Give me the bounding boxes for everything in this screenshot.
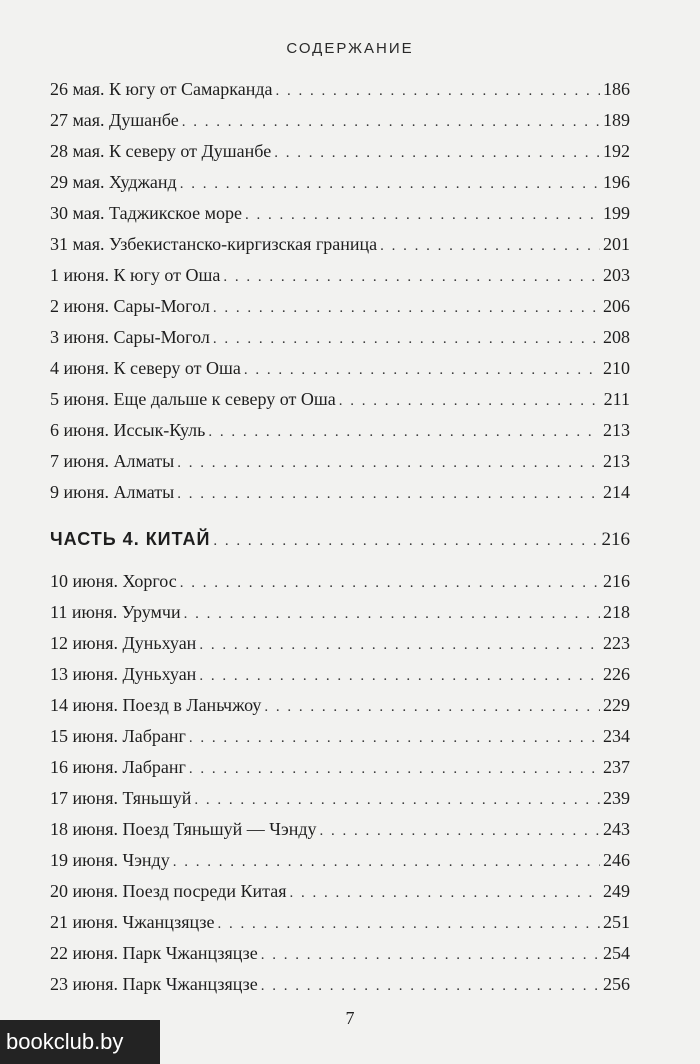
leader-dots bbox=[184, 599, 600, 630]
toc-entry[interactable] bbox=[50, 690, 630, 721]
toc-entry-title: 28 мая. К северу от Душанбе bbox=[50, 141, 272, 161]
toc-entry-title: 27 мая. Душанбе bbox=[50, 110, 179, 130]
toc-entry-title: 11 июня. Урумчи bbox=[50, 602, 181, 622]
leader-dots bbox=[189, 754, 600, 785]
toc-entry-title: 22 июня. Парк Чжанцзяцзе bbox=[50, 943, 258, 963]
leader-dots bbox=[194, 785, 600, 816]
toc-entry[interactable] bbox=[50, 260, 630, 291]
toc-entry[interactable] bbox=[50, 105, 630, 136]
toc-entry-page: 213 bbox=[603, 451, 630, 471]
toc-entry[interactable] bbox=[50, 628, 630, 659]
toc-entry-page: 229 bbox=[603, 695, 630, 715]
leader-dots bbox=[320, 816, 600, 847]
leader-dots bbox=[245, 200, 600, 231]
toc-entry-page: 218 bbox=[603, 602, 630, 622]
leader-dots bbox=[208, 417, 600, 448]
leader-dots bbox=[276, 76, 601, 107]
leader-dots bbox=[380, 231, 600, 262]
toc-entry-title: 10 июня. Хоргос bbox=[50, 571, 177, 591]
toc-entry[interactable] bbox=[50, 167, 630, 198]
toc-entry[interactable] bbox=[50, 384, 630, 415]
toc-entry[interactable] bbox=[50, 74, 630, 105]
toc-entry-page: 206 bbox=[603, 296, 630, 316]
toc-entry-page: 203 bbox=[603, 265, 630, 285]
toc-entry-title: 17 июня. Тяньшуй bbox=[50, 788, 192, 808]
leader-dots bbox=[213, 293, 600, 324]
page-number: 7 bbox=[345, 1008, 355, 1028]
leader-dots bbox=[199, 630, 600, 661]
toc-entry-title: 1 июня. К югу от Оша bbox=[50, 265, 221, 285]
toc-part-page: 216 bbox=[601, 529, 630, 550]
toc-entry[interactable] bbox=[50, 415, 630, 446]
toc-entry-page: 189 bbox=[603, 110, 630, 130]
toc-entry-page: 234 bbox=[603, 726, 630, 746]
leader-dots bbox=[223, 262, 600, 293]
toc-entry-title: 5 июня. Еще дальше к северу от Оша bbox=[50, 389, 336, 409]
toc-entry-page: 239 bbox=[603, 788, 630, 808]
toc-entry-page: 214 bbox=[603, 482, 630, 502]
toc-entry-title: 9 июня. Алматы bbox=[50, 482, 175, 502]
toc-part-heading[interactable] bbox=[50, 522, 630, 556]
toc-entry-page: 246 bbox=[603, 850, 630, 870]
toc-entry[interactable] bbox=[50, 597, 630, 628]
toc-entry-page: 237 bbox=[603, 757, 630, 777]
leader-dots bbox=[274, 138, 600, 169]
leader-dots bbox=[244, 355, 600, 386]
toc-entry-page: 254 bbox=[603, 943, 630, 963]
leader-dots bbox=[213, 324, 600, 355]
toc-entry-page: 216 bbox=[603, 571, 630, 591]
toc-entry-page: 249 bbox=[603, 881, 630, 901]
toc-entry-title: 3 июня. Сары-Могол bbox=[50, 327, 210, 347]
toc-entry-page: 210 bbox=[603, 358, 630, 378]
toc-entry[interactable] bbox=[50, 721, 630, 752]
toc-entry-page: 213 bbox=[603, 420, 630, 440]
toc-entry[interactable] bbox=[50, 783, 630, 814]
toc-entry-title: 14 июня. Поезд в Ланьчжоу bbox=[50, 695, 262, 715]
leader-dots bbox=[177, 448, 600, 479]
leader-dots bbox=[173, 847, 600, 878]
toc-entry[interactable] bbox=[50, 814, 630, 845]
site-watermark: bookclub.by bbox=[0, 1020, 160, 1064]
leader-dots bbox=[261, 940, 600, 971]
toc-entry-page: 211 bbox=[603, 389, 630, 409]
toc-entry-title: 26 мая. К югу от Самарканда bbox=[50, 79, 273, 99]
toc-entry[interactable] bbox=[50, 845, 630, 876]
toc-entry[interactable] bbox=[50, 198, 630, 229]
leader-dots bbox=[189, 723, 600, 754]
leader-dots bbox=[261, 971, 600, 1002]
toc-entry[interactable] bbox=[50, 446, 630, 477]
toc-entry-title: 19 июня. Чэнду bbox=[50, 850, 170, 870]
leader-dots bbox=[177, 479, 600, 510]
toc-entry-title: 12 июня. Дуньхуан bbox=[50, 633, 197, 653]
toc-group-part4 bbox=[50, 566, 630, 1000]
toc-entry-title: 23 июня. Парк Чжанцзяцзе bbox=[50, 974, 258, 994]
leader-dots bbox=[182, 107, 600, 138]
toc-entry-title: 4 июня. К северу от Оша bbox=[50, 358, 241, 378]
toc-entry-page: 243 bbox=[603, 819, 630, 839]
toc-entry-page: 186 bbox=[603, 79, 630, 99]
leader-dots bbox=[213, 524, 598, 558]
toc-entry-page: 256 bbox=[603, 974, 630, 994]
toc-entry[interactable] bbox=[50, 938, 630, 969]
toc-entry[interactable] bbox=[50, 752, 630, 783]
leader-dots bbox=[339, 386, 601, 417]
toc-entry-title: 20 июня. Поезд посреди Китая bbox=[50, 881, 287, 901]
toc-entry-page: 201 bbox=[603, 234, 630, 254]
page-title: СОДЕРЖАНИЕ bbox=[286, 40, 414, 57]
toc-entry-page: 199 bbox=[603, 203, 630, 223]
toc-entry[interactable] bbox=[50, 322, 630, 353]
toc-entry-page: 223 bbox=[603, 633, 630, 653]
toc-entry-title: 2 июня. Сары-Могол bbox=[50, 296, 210, 316]
toc-entry[interactable] bbox=[50, 229, 630, 260]
toc-entry-page: 192 bbox=[603, 141, 630, 161]
leader-dots bbox=[180, 169, 600, 200]
toc-entry-title: 31 мая. Узбекистанско-киргизская граница bbox=[50, 234, 378, 254]
leader-dots bbox=[217, 909, 600, 940]
toc-entry-title: 16 июня. Лабранг bbox=[50, 757, 186, 777]
toc-entry-title: 15 июня. Лабранг bbox=[50, 726, 186, 746]
toc-entry-title: 18 июня. Поезд Тяньшуй — Чэнду bbox=[50, 819, 317, 839]
toc-entry-title: 6 июня. Иссык-Куль bbox=[50, 420, 206, 440]
toc-entry[interactable] bbox=[50, 291, 630, 322]
table-of-contents bbox=[50, 74, 630, 1000]
toc-entry[interactable] bbox=[50, 477, 630, 508]
toc-entry[interactable] bbox=[50, 969, 630, 1000]
toc-entry-title: 7 июня. Алматы bbox=[50, 451, 175, 471]
toc-entry-title: 30 мая. Таджикское море bbox=[50, 203, 243, 223]
toc-entry-title: 21 июня. Чжанцзяцзе bbox=[50, 912, 215, 932]
leader-dots bbox=[264, 692, 600, 723]
toc-entry-page: 196 bbox=[603, 172, 630, 192]
leader-dots bbox=[199, 661, 600, 692]
toc-entry[interactable] bbox=[50, 907, 630, 938]
toc-entry[interactable] bbox=[50, 136, 630, 167]
leader-dots bbox=[289, 878, 600, 909]
toc-entry-title: 13 июня. Дуньхуан bbox=[50, 664, 197, 684]
toc-entry-page: 208 bbox=[603, 327, 630, 347]
toc-entry-page: 226 bbox=[603, 664, 630, 684]
toc-entry[interactable] bbox=[50, 353, 630, 384]
toc-part-title: ЧАСТЬ 4. КИТАЙ bbox=[50, 529, 211, 549]
toc-entry[interactable] bbox=[50, 876, 630, 907]
toc-entry-title: 29 мая. Худжанд bbox=[50, 172, 177, 192]
leader-dots bbox=[180, 568, 600, 599]
toc-entry[interactable] bbox=[50, 659, 630, 690]
toc-group-part3 bbox=[50, 74, 630, 508]
toc-entry[interactable] bbox=[50, 566, 630, 597]
toc-entry-page: 251 bbox=[603, 912, 630, 932]
